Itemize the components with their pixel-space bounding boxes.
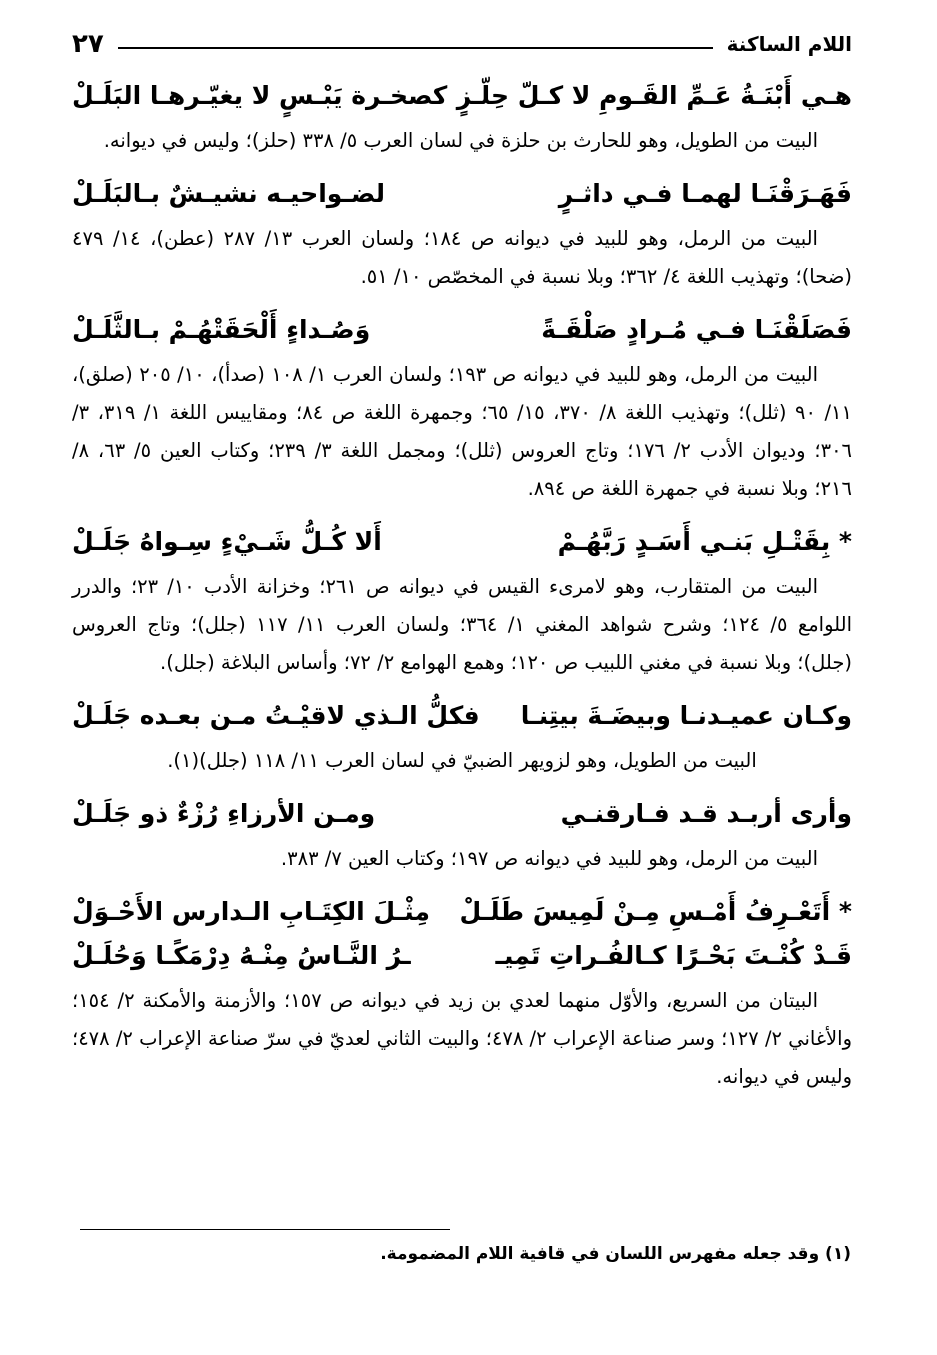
hemistich-first: هـي أَبْنَـةُ عَـمِّ القَـومِ لا كـلّ حِلّـزٍ [456,81,852,110]
verse-line [72,172,852,216]
hemistich-first: قَـدْ كُنْـتَ بَحْـرًا كـالفُـراتِ تَمِيـ [495,941,852,970]
verse-note: البيت من الرمل، وهو للبيد في ديوانه ص ١٨٤؛ ولسان العرب ١٣/ ٢٨٧ (عطن)، ١٤/ ٤٧٩ (ضحا)؛ وتهذيب اللغة ٤/ ٣٦٢؛ وبلا نسبة في المخصّص ١٠/ ٥١. [72,227,852,288]
hemistich-second: مِثْـلَ الكِتَـابِ الـدارس الأَحْـوَلْ [72,897,430,926]
hemistich-first: * أَتَعْـرِفُ أَمْـسِ مِـنْ لَمِيسَ طَلَـلْ [459,897,852,926]
running-header [72,26,852,62]
verse-line [72,890,852,934]
verse-line [72,74,852,118]
verse-note: البيتان من السريع، والأوّل منهما لعدي بن زيد في ديوانه ص ١٥٧؛ والأزمنة والأمكنة ٢/ ١٥٤؛ والأغاني ٢/ ١٢٧؛ وسر صناعة الإعراب ٢/ ٤٧٨؛ والبيت الثاني لعديّ في سرّ صناعة الإعراب ٢/ ٤٧٨؛ وليس في ديوانه. [72,989,852,1088]
hemistich-first: وأرى أربـد قـد فـارقنـي [560,799,852,828]
hemistich-second: لضـواحيـه نشيـشٌ بـالبَلَـلْ [72,179,386,208]
verse-line [72,792,852,836]
hemistich-second: كصخـرة يَبْـسٍ لا يغيّـرهـا البَلَـلْ [72,81,448,110]
verse-note: البيت من الرمل، وهو للبيد في ديوانه ص ١٩٣؛ ولسان العرب ١/ ١٠٨ (صدأ)، ١٠/ ٢٠٥ (صلق)، ١١/ ٩٠ (ثلل)؛ وتهذيب اللغة ٨/ ٣٧٠، ١٥/ ٦٥؛ وجمهرة اللغة ص ٨٤؛ ومقاييس اللغة ١/ ٣١٩، ٣/ ٣٠٦؛ وديوان الأدب ٢/ ١٧٦؛ وتاج العروس (ثلل)؛ ومجمل اللغة ٣/ ٢٣٩؛ وكتاب العين ٥/ ٦٣، ٨/ ٢١٦؛ وبلا نسبة في جمهرة اللغة ص ٨٩٤. [72,363,853,500]
chapter-title: اللام الساكنة [726,32,852,56]
hemistich-second: فكلُّ الـذي لاقيْـتُ مـن بعـده جَلَـلْ [72,701,480,730]
verse-line [72,694,852,738]
hemistich-second: أَلا كُـلُّ شَـيْءٍ سِـواهُ جَلَـلْ [72,527,382,556]
verse-line [72,520,852,564]
hemistich-second: ـرُ النَّـاسُ مِنْـهُ دِرْمَكًـا وَحُلَـلْ [72,941,411,970]
page [72,26,852,1096]
hemistich-first: فَصَلَقْنَـا فـي مُـرادٍ صَلْقَـةً [541,315,852,344]
hemistich-second: وَصُـداءٍ أَلْحَقَتْهُـمْ بـالثَّلَـلْ [72,315,371,344]
footnote-separator [80,1229,450,1230]
verse-line [72,308,852,352]
hemistich-second: ومـن الأرزاءِ رُزْءٌ ذو جَلَـلْ [72,799,376,828]
verse-note: البيت من الطويل، وهو لزويهر الضبيّ في لسان العرب ١١/ ١١٨ (جلل)(١). [167,749,757,772]
verse-note: البيت من الطويل، وهو للحارث بن حلزة في لسان العرب ٥/ ٣٣٨ (حلز)؛ وليس في ديوانه. [103,129,818,152]
verse-line [72,934,852,978]
hemistich-first: وكـان عميـدنـا وبيضَـةَ بيتِنـا [520,701,852,730]
verse-note: البيت من المتقارب، وهو لامرىء القيس في ديوانه ص ٢٦١؛ وخزانة الأدب ١٠/ ٢٣؛ والدرر اللوامع ٥/ ١٢٤؛ وشرح شواهد المغني ١/ ٣٦٤؛ ولسان العرب ١١/ ١١٧ (جلل)؛ وتاج العروس (جلل)؛ وبلا نسبة في مغني اللبيب ص ١٢٠؛ وهمع الهوامع ٢/ ٧٢؛ وأساس البلاغة (جلل). [72,575,852,674]
hemistich-first: فَهَـرَقْنَـا لهمـا فـي داثـرٍ [558,179,852,208]
footnote: (١) وقد جعله مفهرس اللسان في قافية اللام المضمومة. [380,1244,851,1264]
verse-note: البيت من الرمل، وهو للبيد في ديوانه ص ١٩٧؛ وكتاب العين ٧/ ٣٨٣. [280,847,818,870]
hemistich-first: * بِقَتْـلِ بَنـي أَسَـدٍ رَبَّهُـمْ [557,527,852,556]
header-rule [118,47,713,49]
page-number: ٢٧ [72,29,104,59]
